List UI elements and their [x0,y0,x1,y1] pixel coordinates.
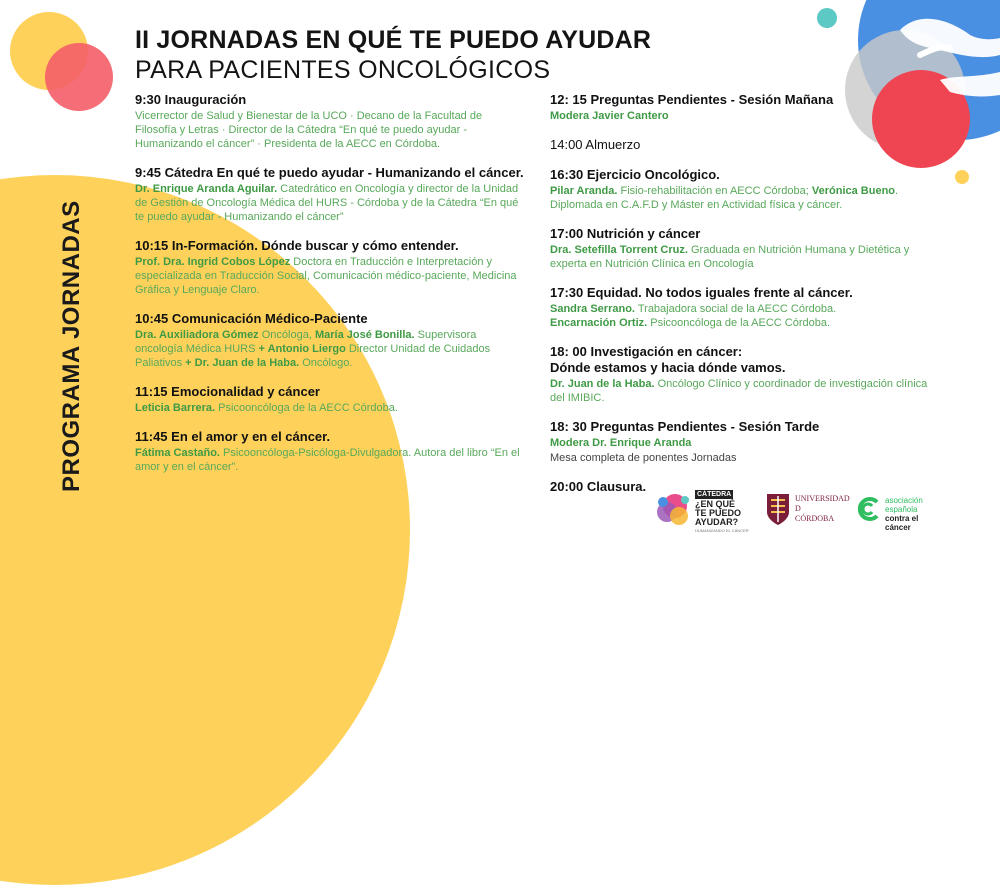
speaker-name: Prof. Dra. Ingrid Cobos López [135,256,291,268]
aecc-line: contra el cáncer [885,514,919,532]
uco-line: D [795,504,801,513]
speaker-role: Psicooncóloga-Psicóloga-Divulgadora. Autora del libro “En el amor y en el cáncer”. [135,447,520,473]
page-subtitle: PARA PACIENTES ONCOLÓGICOS [135,56,551,84]
speaker-role: Catedrático en Oncología y director de la Unidad de Gestión de Oncología Médica del HURS - Córdoba y de la Cátedra “En qué te puedo ayudar - Humanizando el cáncer” [135,183,519,223]
program-item [135,92,525,151]
speaker-role: Fisio-rehabilitación en AECC Córdoba; [617,185,812,197]
speaker-name: Pilar Aranda. [550,185,618,197]
corner-yellow-dot [955,170,969,184]
item-note: Mesa completa de ponentes Jornadas [550,452,737,464]
item-heading: 10:15 In-Formación. Dónde buscar y cómo entender. [135,238,459,253]
speaker-role: Psicooncóloga de la AECC Córdoba. [647,317,831,329]
speaker-role: Oncólogo Clínico y coordinador de investigación clínica del IMIBIC. [550,378,928,404]
item-description [135,182,525,224]
item-description [550,377,930,405]
speaker-name: Leticia Barrera. [135,402,216,414]
item-description [135,255,525,297]
item-heading: 10:45 Comunicación Médico-Paciente [135,311,368,326]
aecc-line: asociación [885,496,923,505]
speaker-name: + Dr. Juan de la Haba. [185,357,300,369]
item-heading: 16:30 Ejercicio Oncológico. [550,167,720,182]
uco-logo [765,488,850,532]
item-description [550,436,930,450]
speaker-role: Psicooncóloga de la AECC Córdoba. [215,402,398,414]
program-item [135,311,525,370]
item-heading: 9:30 Inauguración [135,92,247,107]
item-heading-second-line: Dónde estamos y hacia dónde vamos. [550,360,786,375]
speaker-name: Fátima Castaño. [135,447,220,459]
speaker-name: Dr. Juan de la Haba. [550,378,655,390]
program-item [550,167,930,212]
speaker-role: Doctora en Traducción e Interpretación y especializada en Traducción Social, Comunicación médico-paciente, Medicina Gráfica y Lenguaje Claro. [135,256,517,296]
item-description [550,109,930,123]
page-title: II JORNADAS EN QUÉ TE PUEDO AYUDAR [135,26,652,54]
moderator-name: Modera Javier Cantero [550,110,669,122]
item-description [550,184,930,212]
speaker-name: Sandra Serrano. [550,303,635,315]
item-heading: 9:45 Cátedra En qué te puedo ayudar - Humanizando el cáncer. [135,165,524,180]
item-heading: 11:15 Emocionalidad y cáncer [135,384,320,399]
program-item [550,285,930,330]
item-heading: 11:45 En el amor y en el cáncer. [135,429,331,444]
item-heading: 17:00 Nutrición y cáncer [550,226,701,241]
speaker-name: Verónica Bueno [811,185,896,197]
uco-line: CÓRDOBA [795,514,835,523]
program-right-column [550,92,930,509]
speaker-name: Dr. Enrique Aranda Aguilar. [135,183,278,195]
program-item [135,429,525,474]
item-description [135,328,525,370]
item-description [550,302,930,330]
aecc-logo [855,488,945,532]
speaker-name: + Antonio Liergo [258,343,346,355]
program-item [550,226,930,271]
program-item [550,419,930,465]
speaker-role: Oncóloga, [258,329,315,341]
item-heading: 18: 30 Preguntas Pendientes - Sesión Tarde [550,419,820,434]
speaker-role: Graduada en Nutrición Humana y Dietética y experta en Nutrición Clínica en Oncología [550,244,910,270]
speaker-role: Supervisora oncología Médica HURS [135,329,477,355]
item-heading: 12: 15 Preguntas Pendientes - Sesión Mañana [550,92,834,107]
item-description [135,401,525,415]
item-description [550,243,930,271]
speaker-name: Encarnación Ortiz. [550,317,648,329]
catedra-line: AYUDAR? [695,517,739,527]
item-description: Vicerrector de Salud y Bienestar de la UCO · Decano de la Facultad de Filosofía y Letras · Director de la Cátedra “En qué te puedo ayudar - Humanizando el cáncer” · Presidenta de la AECC en Córdoba. [135,110,483,150]
moderator-name: Modera Dr. Enrique Aranda [550,437,692,449]
catedra-logo-icon [655,490,693,530]
speaker-role: . Diplomada en C.A.F.D y Máster en Actividad física y cáncer. [550,185,899,211]
program-item [550,92,930,123]
top-red-circle [45,43,113,111]
item-description [135,446,525,474]
item-heading: 17:30 Equidad. No todos iguales frente al cáncer. [550,285,853,300]
catedra-tagline: HUMANIZANDO EL CÁNCER [695,528,749,533]
catedra-line: TE PUEDO [695,508,742,518]
item-heading: 14:00 Almuerzo [550,137,641,152]
speaker-name: Dra. Setefilla Torrent Cruz. [550,244,688,256]
program-item [550,344,930,405]
speaker-name: Dra. Auxiliadora Gómez [135,329,259,341]
speaker-role: Trabajadora social de la AECC Córdoba. [634,303,837,315]
teal-dot [817,8,837,28]
aecc-line: española [885,505,918,514]
program-item [135,165,525,224]
program-item [135,384,525,415]
speaker-name: María José Bonilla. [314,329,415,341]
vertical-label: PROGRAMA JORNADAS [58,200,85,492]
program-item [550,137,930,153]
catedra-line: ¿EN QUÉ [695,499,736,509]
speaker-role: Director Unidad de Cuidados Paliativos [135,343,491,369]
aecc-icon [855,496,881,522]
catedra-logo [655,488,755,532]
speaker-role: Oncólogo. [299,357,353,369]
item-heading: 18: 00 Investigación en cáncer: [550,344,743,359]
university-shield-icon [765,492,791,526]
catedra-label: CÁTEDRA [697,491,732,498]
program-item [135,238,525,297]
item-heading: 20:00 Clausura. [550,479,647,494]
uco-line: UNIVERSIDAD [795,494,850,503]
program-left-column [135,92,525,488]
